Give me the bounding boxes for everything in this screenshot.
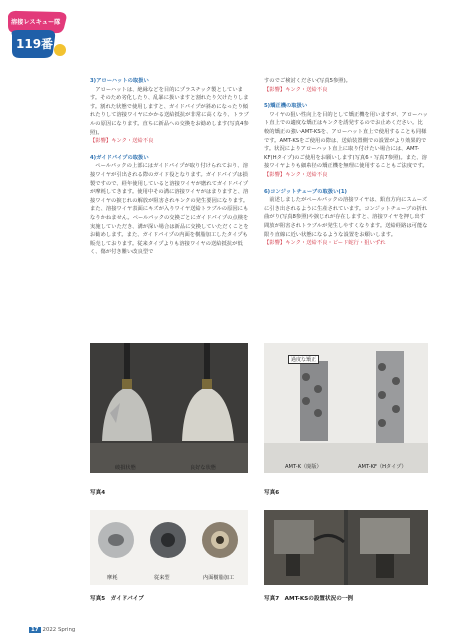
label-conventional: 従来型 — [154, 575, 170, 581]
label-wear: 摩耗 — [107, 575, 118, 581]
callout-excess: 過度な矯正 — [288, 355, 319, 364]
impact-guide-pipe: 【影響】キンク・送給不良 — [264, 86, 328, 93]
page-number: 17 — [31, 627, 39, 633]
arrow-hat-illustration — [90, 343, 248, 473]
caption-photo6: 写真6 — [264, 490, 280, 496]
badge-number: 119番 — [16, 37, 54, 51]
left-column — [90, 77, 250, 257]
body-continued: すのでご検討ください(写真5参照)。 — [264, 78, 351, 84]
caption-photo5: 写真5 ガイドパイプ — [90, 596, 144, 602]
label-resin: 内面樹脂加工 — [203, 575, 235, 581]
issue-label: 2022 Spring — [42, 627, 76, 633]
caption-photo7: 写真7 AMT-KSの設置状況の一例 — [264, 596, 353, 602]
page-footer — [29, 627, 75, 633]
amt-ks-install-illustration — [264, 510, 428, 585]
impact-arrow-hat: 【影響】キンク・送給不良 — [90, 138, 154, 145]
body-guide-pipe: ペールパックの上部にはガイドパイプが取り付けられており、溶接ワイヤが引出される際のガイド役となります。ガイドパイプは損製ですので、経年使用していると溶接ワイヤが磨れてガイドパイプが摩耗してきます。使用中その溝に溶接ワイヤがはまりますと、溶接ワイヤの捩じれの解放が阻害されキンクの発生要因になります。また、溶接ワイヤ表面にキズが入りワイヤ送給トラブルの原因にもなりかねません。ペールパックの交換ごとにガイドパイプの点検を実施していただき、溝が深い場合は新品に交換していただくことをお勧めします。また、ガイドパイプの内面を樹脂加工したタイプも販売しております。従来タイプよりも溶接ワイヤの送給抵抗が低く、傷が付き難い改良型で — [90, 163, 249, 256]
series-badge — [4, 6, 70, 64]
body-arrow-hat: アローハットは、絶縁などを目的にプラスチック製としています。そのため劣化したり、乱暴に扱いますと割れたり欠けたりします。割れた状態で使用しますと、ガイドパイプが斜めになったり傾れたりして溶接ワイヤにかかる送給抵抗が非常に高くなり、トラブルの原因になります。直ちに新品への交換をお勧めします(写真4参照)。 — [90, 86, 249, 136]
photo-arrow-hat — [90, 343, 248, 473]
impact-straightener: 【影響】キンク・送給不良 — [264, 171, 328, 178]
label-broken: 破損状態 — [115, 465, 136, 471]
photo-amt-ks-install — [264, 510, 428, 585]
heading-arrow-hat: 3)アローハットの取扱い — [90, 78, 149, 84]
label-good: 良好な状態 — [190, 465, 216, 471]
label-amt-kf: AMT-KF（Hタイプ） — [358, 464, 407, 470]
body-conduit: 前述しましたがペールパックの溶接ワイヤは、鉛直方向にスムーズに引き出されるように生産されています。コンジットチューブの折れ曲がり(写真8参照)や捩じれが存在しますと、溶接ワイヤを押し出す間放が阻害されトラブルが発生しやすくなります。送給経路は可能な限り直線に近い状態になるような設置をお願いします。 — [264, 197, 428, 238]
label-amt-k: AMT-K（廃版） — [285, 464, 322, 470]
badge-title: 溶接レスキュー隊 — [11, 19, 61, 26]
right-column — [264, 77, 428, 248]
heading-straightener: 5)矯正機の取扱い — [264, 103, 308, 110]
body-straightener: ワイヤの狙い性向上を目的として矯正機を用いますが、アローハット直上での適度な矯正はキンクを誘発するのでお止めください。比較的矯正の強いAMT-KSを、アローハット直上で使用することも同様です。AMT-KSをご使用の際は、送給装置側での設置がより効果的です。状況によりアローハット直上に取り付けたい場合には、AMT-KF(Hタイプ)のご使用をお願いします(写真6・写真7参照)。また、溶接ワイヤよりも細糸径の矯正機を無理に使用することもご法度です。 — [264, 111, 428, 170]
caption-photo4: 写真4 — [90, 490, 106, 496]
heading-guide-pipe: 4)ガイドパイプの取扱い — [90, 154, 149, 161]
heading-conduit: 6)コンジットチューブの取扱い(1) — [264, 188, 347, 195]
impact-conduit: 【影響】キンク・送給不良・ビード蛇行・狙いずれ — [264, 240, 386, 247]
